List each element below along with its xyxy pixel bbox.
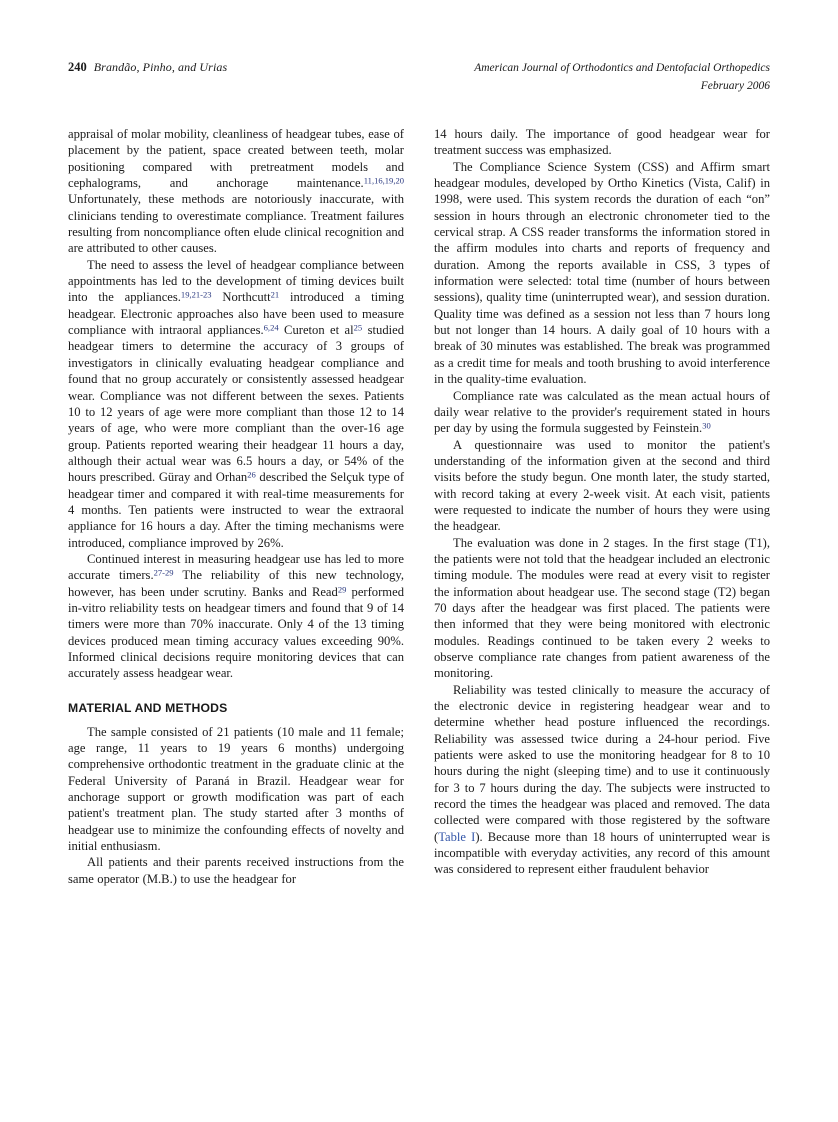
journal-title: American Journal of Orthodontics and Dentofacial Orthopedics [474, 62, 770, 74]
paragraph-p7-css: The Compliance Science System (CSS) and Affirm smart headgear modules, developed by Ortho Kinetics (Vista, Calif) in 1998, were used. This system records the duration of each “on” session in hours through an electronic chronometer tied to the cervical strap. A CSS reader transforms the information stored in the affirm modules into charts and reports of frequency and duration. Among the reports available in CSS, 3 types of information were selected: total time (number of hours between sessions), quality time (uninterrupted wear), and session duration. Quality time was defined as a session not less than 7 hours long but not longer than 14 hours. A daily goal of 10 hours with a break of 30 minutes was established. The break was programmed as a credit time for meals and tooth brushing to avoid interference in the quality-time evaluation. [434, 159, 770, 387]
body-columns [68, 126, 770, 1046]
section-heading-material-and-methods: MATERIAL AND METHODS [68, 700, 228, 715]
page-number: 240 [68, 60, 87, 74]
reference-superscript[interactable]: 26 [247, 469, 256, 480]
running-head-authors: Brandão, Pinho, and Urias [93, 60, 228, 74]
right-column [434, 126, 770, 1046]
section-heading-space-below [68, 716, 404, 724]
reference-superscript[interactable]: 29 [337, 584, 347, 595]
paragraph-p3-continued-interest: Continued interest in measuring headgear use has led to more accurate timers.$^{27-29}$ The reliability of this new technology, however, has been under scrutiny. Banks and Read$^{29}$ performed in-vitro reliability tests on headgear timers and found that 9 of 14 timers were more than 70% inaccurate. Only 4 of the 13 timing devices produced mean timing accuracy values exceeding 90%. Informed clinical decisions require monitoring devices that can accurately assess headgear wear. [68, 551, 405, 681]
reference-superscript[interactable]: 27-29 [153, 567, 174, 578]
paragraph-p11-reliability: Reliability was tested clinically to measure the accuracy of the electronic device in registering headgear wear and to determine whether head posture influenced the recordings. Reliability was assessed twice during a 24-hour period. Five patients were asked to use the monitoring headgear for 8 to 10 hours during the night (sleeping time) and to use it continuously for 3 to 7 hours during the day. The subjects were instructed to record the times the headgear was placed and removed. The data collected were compared with those registered by the software (Table I). Because more than 18 hours of uninterrupted wear is incompatible with everyday activities, any record of this amount was considered to represent either fraudulent behavior [434, 682, 770, 877]
reference-superscript[interactable]: 11,16,19,20 [363, 175, 404, 186]
paragraph-p5-instructions: All patients and their parents received instructions from the same operator (M.B.) to use the headgear for [68, 855, 404, 886]
paragraph-p10-evaluation-stages: The evaluation was done in 2 stages. In the first stage (T1), the patients were not told that the headgear included an electronic timing module. The modules were read at every visit to register the information about headgear use. The second stage (T2) began 70 days after the headgear was first placed. The patients were then informed that they were being monitored with electronic modules. Readings continued to be taken every 2 weeks to observe compliance rate changes from patient awareness of the monitoring. [434, 535, 770, 681]
paragraph-p6-14-hours: 14 hours daily. The importance of good headgear wear for treatment success was emphasized. [434, 127, 770, 158]
running-head-right [474, 60, 770, 96]
issue-date: February 2006 [700, 79, 770, 92]
paragraph-p2-timing-devices: The need to assess the level of headgear compliance between appointments has led to the development of timing devices built into the appliances.$^{19,21-23}$ Northcutt$^{21}$ introduced a timing headgear. Electronic approaches also have been used to measure compliance with intraoral appliances.$^{6,24}$ Cureton et al$^{25}$ studied headgear timers to determine the accuracy of 3 groups of investigators in clinically evaluating headgear compliance and found that no group accurately or consistently assessed headgear wear. Compliance was not different between the sexes. Patients 10 to 12 years of age were more compliant than those 12 to 14 years of age, who were more compliant than the over-16 age group. Patients reported wearing their headgear 11 hours a day, although their actual wear was 6.5 hours a day, or 54% of the hours prescribed. Güray and Orhan$^{26}$ described the Selçuk type of headgear timer and compared it with real-time measurements for 4 months. Ten patients were instructed to wear the extraoral appliance for 16 hours a day. After the timing mechanisms were introduced, compliance improved by 26%. [68, 257, 405, 550]
reference-superscript[interactable]: 30 [702, 420, 711, 431]
paragraph-p9-questionnaire: A questionnaire was used to monitor the patient's understanding of the information given at the second and third visits before the study begun. One month later, the study started, with record taking at every 2-week visit. At each visit, patients were requested to indicate the number of hours they were using the headgear. [434, 437, 770, 534]
paragraph-p8-compliance-rate: Compliance rate was calculated as the mean actual hours of daily wear relative to the provider's requirement stated in hours per day by using the formula suggested by Feinstein.$^{30}$ [434, 388, 770, 436]
reference-superscript[interactable]: 21 [270, 289, 280, 300]
section-heading-space-above [68, 682, 404, 700]
paragraph-p1-appraisal: appraisal of molar mobility, cleanliness of headgear tubes, ease of placement by the patient, space created between teeth, molar positioning compared with pretreatment models and cephalograms, and anchorage maintenance.$^{11,16,19,20}$ Unfortunately, these methods are notoriously inaccurate, with clinicians tending to overestimate compliance. Treatment failures resulting from noncompliance often elude clinical recognition and are attributed to other causes. [68, 127, 404, 256]
running-head-left [68, 60, 227, 75]
table-cross-reference-link[interactable]: Table I [438, 829, 476, 844]
reference-superscript[interactable]: 19,21-23 [180, 289, 212, 300]
paragraph-p4-sample: The sample consisted of 21 patients (10 male and 11 female; age range, 11 years to 19 years 6 months) undergoing comprehensive orthodontic treatment in the graduate clinic at the Federal University of Paraná in Brazil. Headgear wear for anchorage support or growth modification was part of each patient's treatment plan. The study started after 3 months of headgear use to minimize the confounding effects of novelty and initial enthusiasm. [68, 724, 404, 854]
left-column [68, 126, 404, 1046]
reference-superscript[interactable]: 6,24 [263, 322, 279, 333]
reference-superscript[interactable]: 25 [353, 322, 363, 333]
running-head [68, 60, 770, 104]
